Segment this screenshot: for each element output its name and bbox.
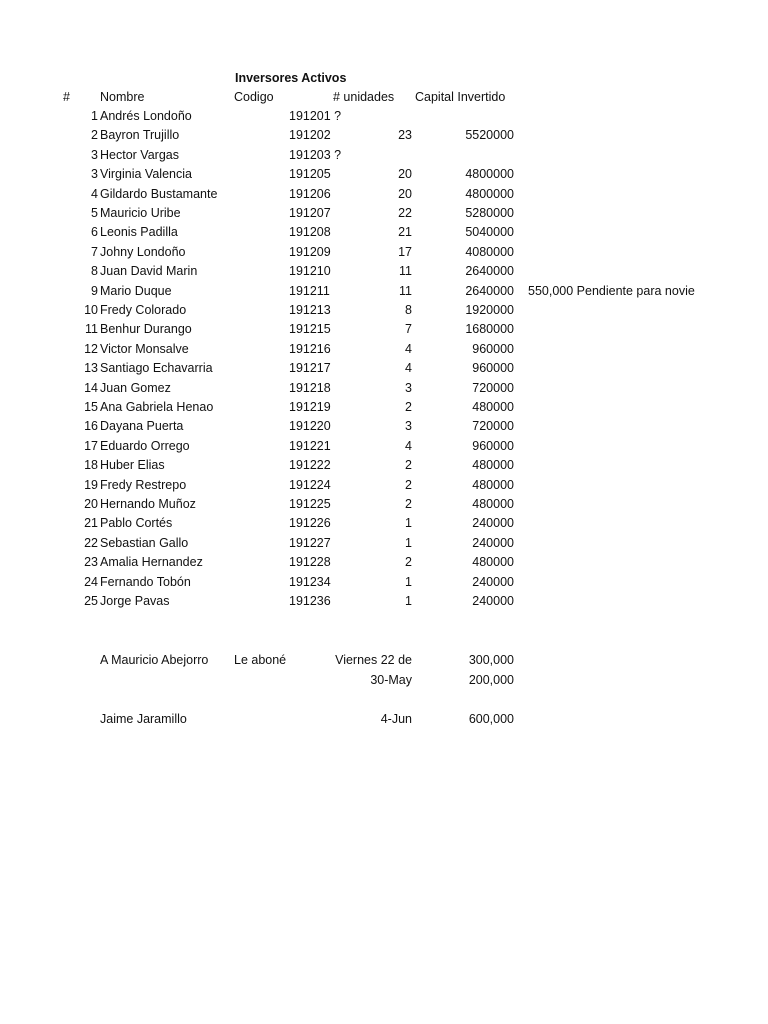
table-row — [0, 301, 768, 320]
investor-units: 2 — [405, 555, 412, 570]
row-note: 550,000 Pendiente para novie — [528, 283, 695, 298]
payment-3-amount: 600,000 — [468, 712, 514, 726]
row-number: 6 — [91, 225, 98, 240]
investor-units: 2 — [405, 477, 412, 492]
investor-name: Jorge Pavas — [100, 594, 170, 608]
table-row — [0, 282, 768, 301]
table-row — [0, 476, 768, 495]
investor-units: 1 — [405, 574, 412, 589]
row-number: 4 — [91, 186, 98, 201]
row-number: 9 — [91, 283, 98, 298]
investor-units: 20 — [398, 167, 412, 182]
sheet-title: Inversores Activos — [235, 71, 347, 85]
investor-code: 191216 — [289, 341, 331, 356]
table-row — [0, 126, 768, 145]
investor-units: 8 — [405, 303, 412, 317]
investor-code: 191215 — [289, 322, 331, 337]
investor-units: 4 — [405, 341, 412, 356]
row-number: 1 — [91, 109, 98, 123]
investor-capital: 2640000 — [465, 264, 514, 279]
investor-name: Fredy Colorado — [100, 303, 187, 317]
investor-name: Hernando Muñoz — [100, 497, 196, 511]
row-number: 10 — [84, 303, 98, 317]
investor-name: Gildardo Bustamante — [100, 186, 218, 201]
investor-capital: 5520000 — [465, 128, 514, 143]
investor-capital — [420, 146, 514, 165]
investor-name: Amalia Hernandez — [100, 555, 203, 570]
investor-units: 21 — [398, 225, 412, 240]
payment-1-name: A Mauricio Abejorro — [100, 653, 209, 667]
row-number: 18 — [84, 458, 98, 473]
investor-code: 191218 — [289, 380, 331, 395]
investor-name: Benhur Durango — [100, 322, 192, 337]
investor-units — [340, 146, 412, 165]
investor-capital: 960000 — [472, 361, 514, 376]
table-row — [0, 417, 768, 436]
table-row — [0, 262, 768, 281]
row-number: 13 — [84, 361, 98, 376]
investor-name: Sebastian Gallo — [100, 535, 189, 550]
investor-capital: 480000 — [472, 458, 514, 473]
investor-units: 1 — [405, 535, 412, 550]
table-row — [0, 359, 768, 378]
investor-name: Juan David Marin — [100, 264, 198, 279]
investor-units: 11 — [399, 283, 412, 298]
investor-code: 191213 — [289, 303, 331, 317]
header-capital: Capital Invertido — [415, 90, 506, 104]
payment-2-amount: 200,000 — [468, 673, 514, 687]
table-row — [0, 204, 768, 223]
row-number: 23 — [84, 555, 98, 570]
table-row — [0, 437, 768, 456]
investor-name: Victor Monsalve — [100, 341, 189, 356]
row-number: 24 — [84, 574, 98, 589]
table-row — [0, 146, 768, 165]
table-row — [0, 243, 768, 262]
investor-units: 4 — [405, 438, 412, 453]
investor-name: Hector Vargas — [100, 147, 179, 162]
investor-capital: 240000 — [472, 594, 514, 608]
table-row — [0, 495, 768, 514]
investor-code: 191210 — [289, 264, 331, 279]
investor-capital: 1680000 — [465, 322, 514, 337]
row-number: 19 — [84, 477, 98, 492]
investor-name: Mario Duque — [100, 283, 172, 298]
investor-capital: 1920000 — [465, 303, 514, 317]
investor-code: 191207 — [289, 206, 331, 220]
investor-name: Santiago Echavarria — [100, 361, 213, 376]
investor-code: 191202 — [289, 128, 331, 143]
investor-code: 191219 — [289, 400, 331, 414]
table-row — [0, 379, 768, 398]
investor-code: 191221 — [289, 438, 331, 453]
investor-name: Bayron Trujillo — [100, 128, 180, 143]
investor-name: Andrés Londoño — [100, 109, 192, 123]
investor-capital: 720000 — [472, 419, 514, 434]
table-row — [0, 398, 768, 417]
table-row — [0, 185, 768, 204]
investor-capital: 480000 — [472, 477, 514, 492]
table-row — [0, 573, 768, 592]
table-row — [0, 553, 768, 572]
row-number: 12 — [84, 341, 98, 356]
investor-capital: 240000 — [472, 535, 514, 550]
investor-capital: 720000 — [472, 380, 514, 395]
investor-code: 191203 ? — [289, 147, 342, 162]
table-row — [0, 107, 768, 126]
row-number: 22 — [84, 535, 98, 550]
table-row — [0, 514, 768, 533]
investor-name: Ana Gabriela Henao — [100, 400, 214, 414]
investor-capital: 4080000 — [465, 244, 514, 259]
investor-capital — [420, 107, 514, 126]
row-number: 16 — [84, 419, 98, 434]
investor-units: 11 — [399, 264, 412, 279]
table-row — [0, 592, 768, 611]
table-row — [0, 223, 768, 242]
investor-name: Huber Elias — [100, 458, 165, 473]
investor-code: 191234 — [289, 574, 331, 589]
table-row — [0, 456, 768, 475]
row-number: 7 — [91, 244, 98, 259]
investor-code: 191228 — [289, 555, 331, 570]
investor-units: 20 — [398, 186, 412, 201]
investor-name: Pablo Cortés — [100, 516, 173, 531]
investor-capital: 5280000 — [465, 206, 514, 220]
row-number: 17 — [84, 438, 98, 453]
table-row — [0, 340, 768, 359]
table-row — [0, 165, 768, 184]
investor-name: Fernando Tobón — [100, 574, 191, 589]
investor-capital: 480000 — [472, 497, 514, 511]
header-code: Codigo — [234, 90, 274, 104]
investor-capital: 480000 — [472, 555, 514, 570]
investor-code: 191205 — [289, 167, 331, 182]
investor-capital: 480000 — [472, 400, 514, 414]
investor-name: Juan Gomez — [100, 380, 171, 395]
row-number: 5 — [91, 206, 98, 220]
investor-name: Mauricio Uribe — [100, 206, 181, 220]
payment-3-name: Jaime Jaramillo — [100, 712, 187, 726]
investor-name: Virginia Valencia — [100, 167, 192, 182]
payment-1-label: Le aboné — [234, 653, 287, 667]
investor-units: 1 — [405, 594, 412, 608]
investor-name: Eduardo Orrego — [100, 438, 190, 453]
investor-units: 7 — [405, 322, 412, 337]
investor-name: Fredy Restrepo — [100, 477, 187, 492]
investor-code: 191225 — [289, 497, 331, 511]
header-number: # — [63, 90, 70, 104]
header-units: # unidades — [333, 90, 395, 104]
investor-capital: 2640000 — [465, 283, 514, 298]
investor-code: 191226 — [289, 516, 331, 531]
payment-3-date: 4-Jun — [380, 712, 412, 726]
investor-units: 4 — [405, 361, 412, 376]
investor-code: 191209 — [289, 244, 331, 259]
investor-capital: 240000 — [472, 574, 514, 589]
investor-code: 191201 ? — [289, 109, 342, 123]
investor-name: Johny Londoño — [100, 244, 186, 259]
investor-capital: 4800000 — [465, 186, 514, 201]
row-number: 21 — [84, 516, 98, 531]
investor-code: 191217 — [289, 361, 331, 376]
investor-units: 23 — [398, 128, 412, 143]
investor-code: 191220 — [289, 419, 331, 434]
payment-1-date: Viernes 22 de — [335, 653, 412, 667]
row-number: 8 — [91, 264, 98, 279]
investor-code: 191224 — [289, 477, 331, 492]
investor-units: 1 — [405, 516, 412, 531]
investor-capital: 5040000 — [465, 225, 514, 240]
table-row — [0, 534, 768, 553]
row-number: 14 — [84, 380, 98, 395]
investor-units — [340, 107, 412, 126]
header-name: Nombre — [100, 90, 145, 104]
row-number: 11 — [85, 322, 98, 337]
investor-units: 3 — [405, 419, 412, 434]
investor-name: Leonis Padilla — [100, 225, 178, 240]
investor-units: 2 — [405, 400, 412, 414]
row-number: 2 — [91, 128, 98, 143]
investor-code: 191211 — [289, 283, 330, 298]
investor-code: 191236 — [289, 594, 331, 608]
investor-code: 191206 — [289, 186, 331, 201]
investor-capital: 4800000 — [465, 167, 514, 182]
investor-capital: 960000 — [472, 341, 514, 356]
payment-2-date: 30-May — [370, 673, 412, 687]
row-number: 3 — [91, 147, 98, 162]
table-row — [0, 320, 768, 339]
row-number: 15 — [84, 400, 98, 414]
row-number: 3 — [91, 167, 98, 182]
payment-1-amount: 300,000 — [468, 653, 514, 667]
row-number: 25 — [84, 594, 98, 608]
investor-code: 191222 — [289, 458, 331, 473]
investor-name: Dayana Puerta — [100, 419, 184, 434]
investor-code: 191227 — [289, 535, 331, 550]
investor-code: 191208 — [289, 225, 331, 240]
investor-units: 2 — [405, 458, 412, 473]
investor-capital: 960000 — [472, 438, 514, 453]
row-number: 20 — [84, 497, 98, 511]
investor-units: 3 — [405, 380, 412, 395]
investor-capital: 240000 — [472, 516, 514, 531]
investor-units: 22 — [398, 206, 412, 220]
investor-units: 2 — [405, 497, 412, 511]
investor-units: 17 — [398, 244, 412, 259]
